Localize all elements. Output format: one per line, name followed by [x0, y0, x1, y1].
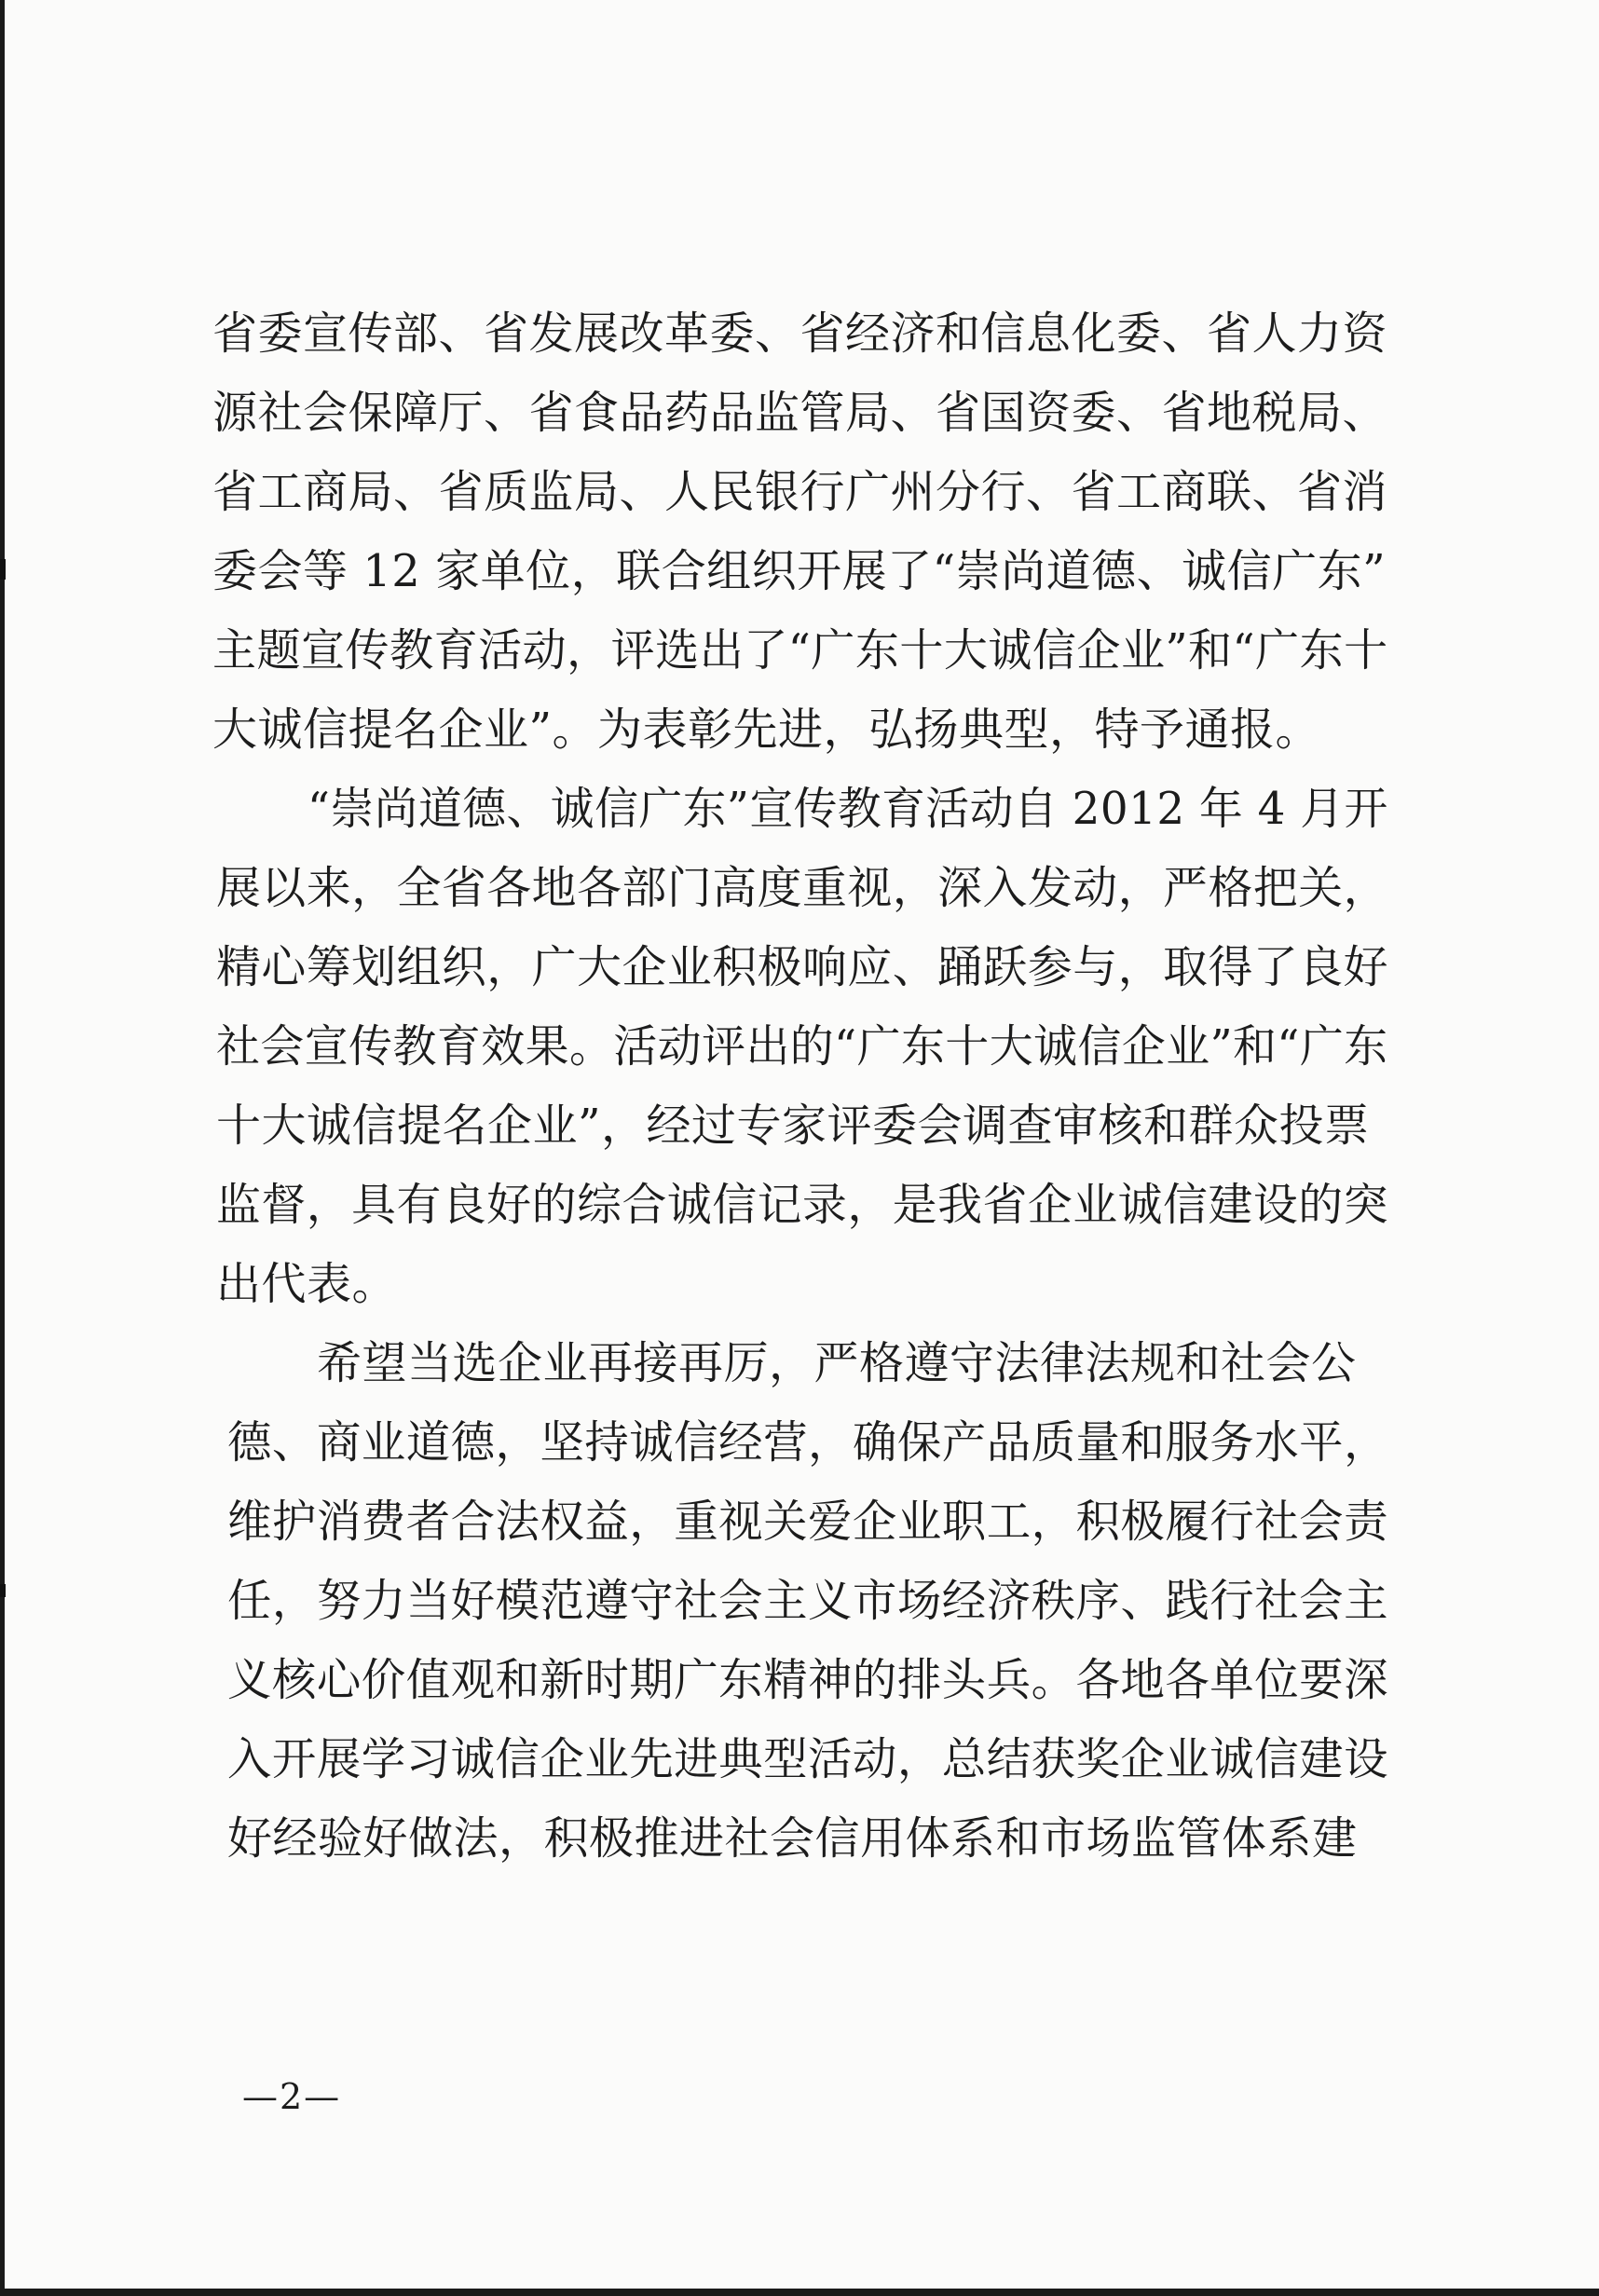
scan-mark — [0, 1584, 6, 1597]
body-text-line: 希望当选企业再接再厉，严格遵守法律法规和社会公 — [317, 1337, 1357, 1389]
body-text-line: 主题宣传教育活动，评选出了“广东十大诚信企业”和“广东十 — [212, 624, 1388, 676]
body-text-line: 社会宣传教育效果。活动评出的“广东十大诚信企业”和“广东 — [216, 1020, 1388, 1073]
body-text-line: 义核心价值观和新时期广东精神的排头兵。各地各单位要深 — [227, 1654, 1389, 1706]
body-text-line: “崇尚道德、诚信广东”宣传教育活动自 2012 年 4 月开 — [308, 783, 1388, 835]
body-text-line: 展以来，全省各地各部门高度重视，深入发动，严格把关， — [216, 862, 1388, 914]
body-text-line: 好经验好做法，积极推进社会信用体系和市场监管体系建 — [227, 1812, 1358, 1865]
body-text-line: 省委宣传部、省发展改革委、省经济和信息化委、省人力资 — [212, 308, 1388, 360]
scan-border-left — [0, 0, 5, 2296]
body-text-line: 大诚信提名企业”。为表彰先进，弘扬典型，特予通报。 — [212, 704, 1321, 756]
page-number: —2— — [242, 2076, 342, 2117]
scan-mark — [0, 559, 6, 580]
body-text-line: 任，努力当好模范遵守社会主义市场经济秩序、践行社会主 — [227, 1575, 1389, 1627]
body-text-line: 源社会保障厅、省食品药品监管局、省国资委、省地税局、 — [212, 387, 1388, 439]
scan-border-bottom — [0, 2289, 1599, 2296]
body-text-line: 监督，具有良好的综合诚信记录，是我省企业诚信建设的突 — [216, 1179, 1388, 1231]
body-text-line: 维护消费者合法权益，重视关爱企业职工，积极履行社会责 — [227, 1496, 1389, 1548]
body-text-line: 出代表。 — [216, 1258, 398, 1310]
body-text-line: 精心筹划组织，广大企业积极响应、踊跃参与，取得了良好 — [216, 941, 1388, 993]
body-text-line: 十大诚信提名企业”，经过专家评委会调查审核和群众投票 — [216, 1100, 1370, 1152]
body-text-line: 省工商局、省质监局、人民银行广州分行、省工商联、省消 — [212, 466, 1388, 518]
body-text-line: 入开展学习诚信企业先进典型活动，总结获奖企业诚信建设 — [227, 1733, 1389, 1785]
body-text-line: 德、商业道德，坚持诚信经营，确保产品质量和服务水平， — [227, 1416, 1389, 1469]
body-text-line: 委会等 12 家单位，联合组织开展了“崇尚道德、诚信广东” — [212, 545, 1387, 597]
